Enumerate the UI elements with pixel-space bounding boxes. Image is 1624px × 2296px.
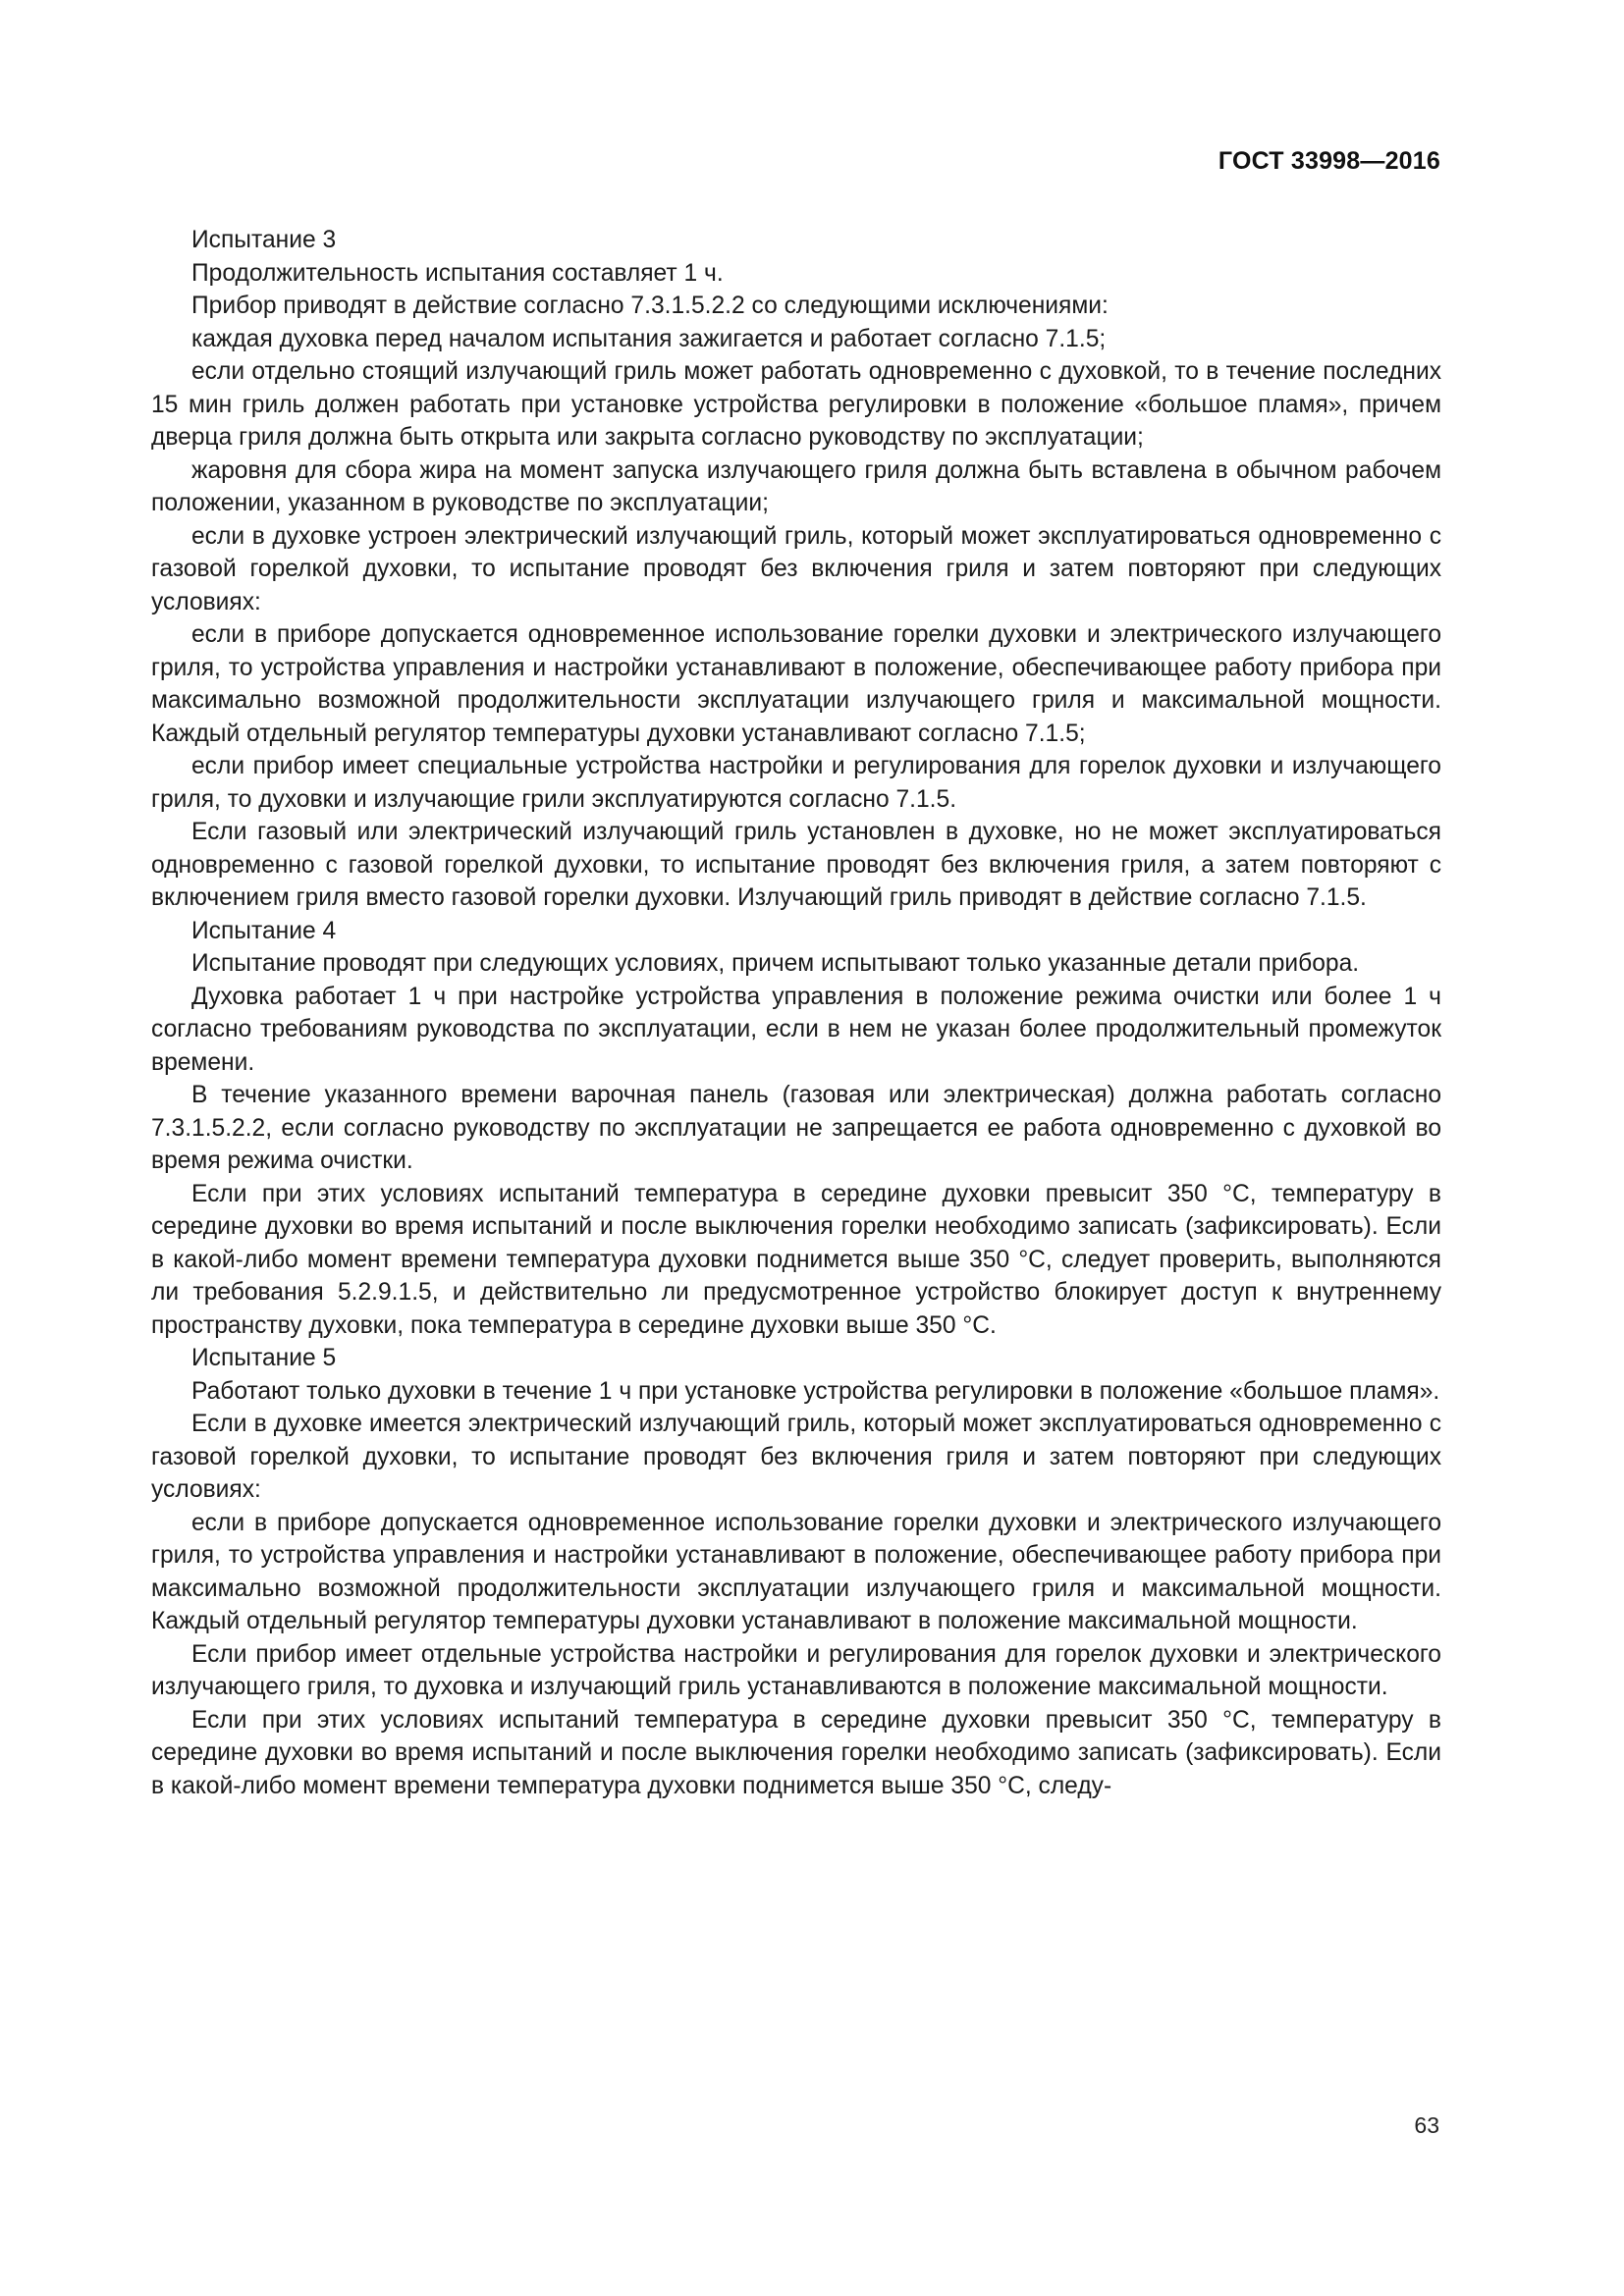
paragraph: Если газовый или электрический излучающий гриль установлен в духовке, но не может эксплуатироваться одновременно с газовой горелкой духовки, то испытание проводят без включения гриля, а затем повторяют с включением гриля вместо газовой горелки духовки. Излучающий гриль приводят в действие согласно 7.1.5. [151, 819, 1441, 911]
paragraph: Если при этих условиях испытаний температура в середине духовки превысит 350 °С, температуру в середине духовки во время испытаний и после выключения горелки необходимо записать (зафиксировать). Если в какой-либо момент времени температура духовки поднимется выше 350 °С, следу- [151, 1706, 1441, 1799]
paragraph: каждая духовка перед началом испытания зажигается и работает согласно 7.1.5; [191, 325, 1107, 352]
page-number: 63 [1414, 2112, 1439, 2138]
paragraph: Испытание 5 [191, 1345, 337, 1371]
body-text [151, 224, 1441, 1802]
paragraph: В течение указанного времени варочная панель (газовая или электрическая) должна работать согласно 7.3.1.5.2.2, если согласно руководству по эксплуатации не запрещается ее работа одновременно с духовкой во время режима очистки. [151, 1082, 1441, 1174]
paragraph: Если прибор имеет отдельные устройства настройки и регулирования для горелок духовки и электрического излучающего гриля, то духовка и излучающий гриль устанавливаются в положение максимальной мощности. [151, 1640, 1441, 1700]
paragraph: если в приборе допускается одновременное использование горелки духовки и электрического излучающего гриля, то устройства управления и настройки устанавливают в положение, обеспечивающее работу прибора при максимально возможной продолжительности эксплуатации излучающего гриля и максимальной мощности. Каждый отдельный регулятор температуры духовки устанавливают согласно 7.1.5; [151, 621, 1441, 747]
paragraph: если отдельно стоящий излучающий гриль может работать одновременно с духовкой, то в течение последних 15 мин гриль должен работать при установке устройства регулировки в положение «большое пламя», причем дверца гриля должна быть открыта или закрыта согласно руководству по эксплуатации; [151, 358, 1441, 451]
paragraph: Испытание 4 [191, 917, 337, 944]
paragraph: Продолжительность испытания составляет 1 ч. [191, 259, 724, 287]
paragraph: Испытание проводят при следующих условиях, причем испытывают только указанные детали прибора. [191, 950, 1360, 977]
paragraph: Если при этих условиях испытаний температура в середине духовки превысит 350 °С, температуру в середине духовки во время испытаний и после выключения горелки необходимо записать (зафиксировать). Если в какой-либо момент времени температура духовки поднимется выше 350 °С, следует проверить, выполняются ли требования 5.2.9.1.5, и действительно ли предусмотренное устройство блокирует доступ к внутреннему пространству духовки, пока температура в середине духовки выше 350 °С. [151, 1180, 1441, 1339]
paragraph: жаровня для сбора жира на момент запуска излучающего гриля должна быть вставлена в обычном рабочем положении, указанном в руководстве по эксплуатации; [151, 456, 1441, 516]
paragraph: если в духовке устроен электрический излучающий гриль, который может эксплуатироваться одновременно с газовой горелкой духовки, то испытание проводят без включения гриля и затем повторяют при следующих условиях: [151, 522, 1441, 615]
paragraph: Испытание 3 [191, 227, 337, 253]
paragraph: Если в духовке имеется электрический излучающий гриль, который может эксплуатироваться одновременно с газовой горелкой духовки, то испытание проводят без включения гриля и затем повторяют при следующих условиях: [151, 1411, 1441, 1503]
paragraph: если прибор имеет специальные устройства настройки и регулирования для горелок духовки и излучающего гриля, то духовки и излучающие грили эксплуатируются согласно 7.1.5. [151, 753, 1441, 813]
paragraph: Духовка работает 1 ч при настройке устройства управления в положение режима очистки или более 1 ч согласно требованиям руководства по эксплуатации, если в нем не указан более продолжительный промежуток времени. [151, 983, 1441, 1076]
paragraph: если в приборе допускается одновременное использование горелки духовки и электрического излучающего гриля, то устройства управления и настройки устанавливают в положение, обеспечивающее работу прибора при максимально возможной продолжительности эксплуатации излучающего гриля и максимальной мощности. Каждый отдельный регулятор температуры духовки устанавливают в положение максимальной мощности. [151, 1509, 1441, 1634]
paragraph: Прибор приводят в действие согласно 7.3.1.5.2.2 со следующими исключениями: [191, 293, 1109, 319]
standard-designation: ГОСТ 33998—2016 [1218, 147, 1440, 175]
paragraph: Работают только духовки в течение 1 ч при установке устройства регулировки в положение «большое пламя». [191, 1377, 1440, 1405]
